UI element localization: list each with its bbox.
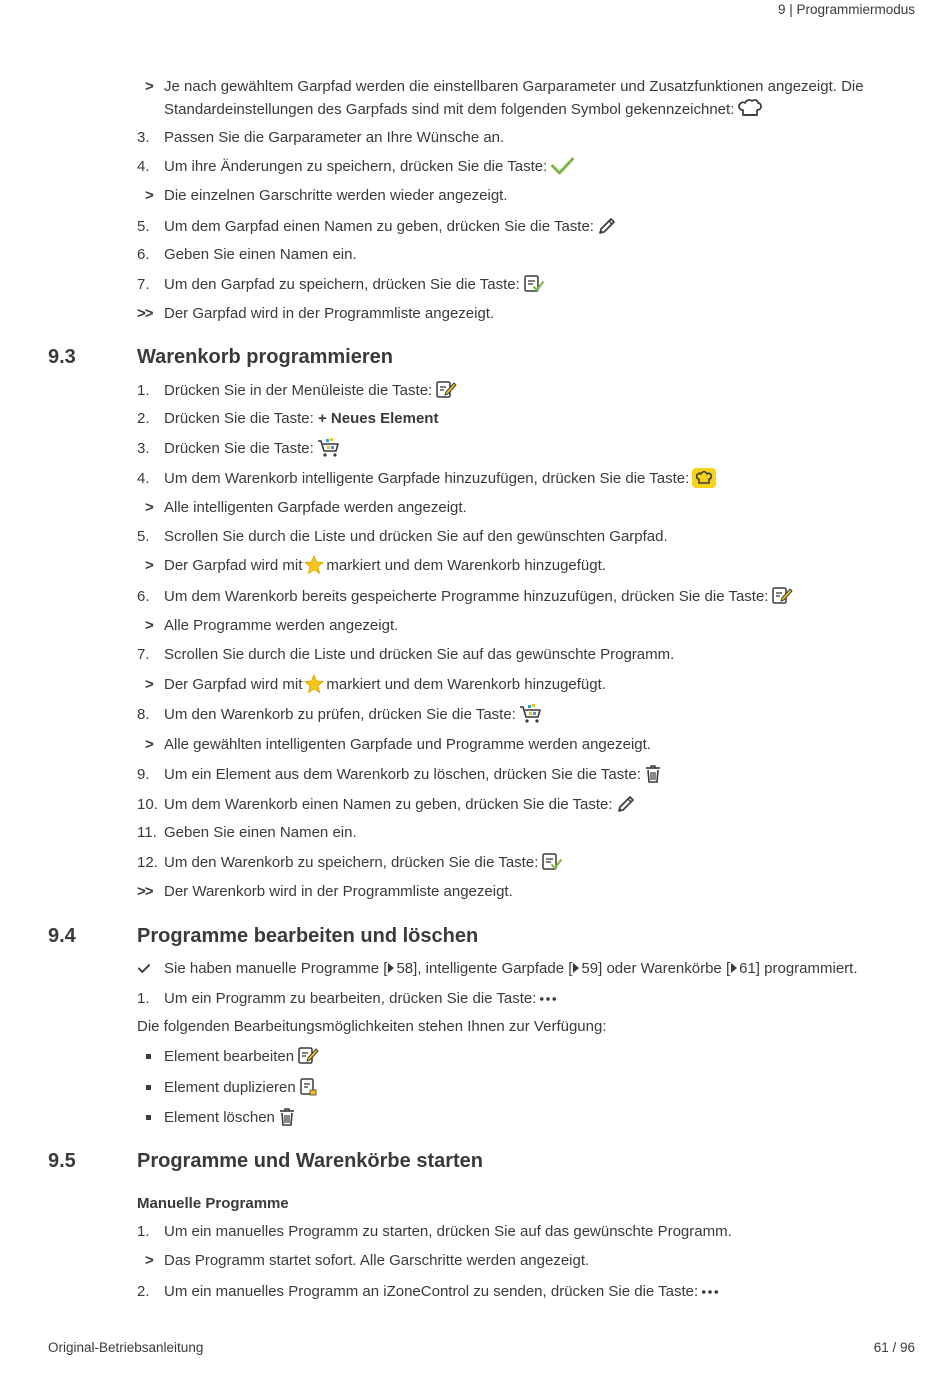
bullet-item: Element bearbeiten — [137, 1047, 319, 1067]
duplicate-icon — [299, 1077, 319, 1097]
step-3: 3. Passen Sie die Garparameter an Ihre Wünsche an. — [137, 129, 505, 146]
page-ref-link[interactable]: 61] programmiert. — [739, 960, 858, 977]
star-icon — [304, 674, 324, 694]
trash-icon — [644, 764, 662, 784]
star-icon — [304, 555, 324, 575]
more-dots-icon — [701, 1288, 719, 1296]
check-icon — [550, 156, 575, 176]
result-line: > Das Programm startet sofort. Alle Garschritte werden angezeigt. — [145, 1252, 590, 1269]
final-result: >> Der Warenkorb wird in der Programmliste angezeigt. — [137, 883, 513, 900]
footer-page-number: 61 / 96 — [873, 1340, 915, 1355]
step-11: 11. Geben Sie einen Namen ein. — [137, 824, 357, 841]
step-10: 10. Um dem Warenkorb einen Namen zu geben, drücken Sie die Taste: — [137, 795, 636, 815]
step-2: 2. Drücken Sie die Taste: + Neues Element — [137, 410, 439, 427]
step-6: 6. Um dem Warenkorb bereits gespeicherte Programme hinzuzufügen, drücken Sie die Taste: — [137, 587, 793, 607]
result-line: > Die einzelnen Garschritte werden wieder angezeigt. — [145, 187, 508, 204]
section-title: Programme bearbeiten und löschen — [137, 925, 479, 947]
smart-path-badge-icon — [692, 468, 716, 488]
section-number: 9.4 — [48, 925, 76, 947]
step-8: 8. Um den Warenkorb zu prüfen, drücken Sie die Taste: — [137, 705, 543, 725]
result-line: > Der Garpfad wird mit markiert und dem Warenkorb hinzugefügt. — [137, 675, 606, 695]
step-1: 1. Drücken Sie in der Menüleiste die Taste: — [137, 381, 457, 401]
result-line: > Alle Programme werden angezeigt. — [145, 617, 399, 634]
prerequisite-line: Sie haben manuelle Programme [ 58], intelligente Garpfade [ 59] oder Warenkörbe [ 61] programmiert. — [137, 959, 858, 979]
pencil-icon — [616, 794, 636, 814]
result-line: > Je nach gewähltem Garpfad werden die einstellbaren Garparameter und Zusatzfunktionen angezeigt. Die — [145, 78, 864, 95]
page-ref-link[interactable]: 58], intelligente Garpfade [ — [396, 960, 573, 977]
footer-document-title: Original-Betriebsanleitung — [48, 1340, 204, 1355]
chef-hat-icon — [737, 99, 763, 119]
intro-text: Die folgenden Bearbeitungsmöglichkeiten stehen Ihnen zur Verfügung: — [137, 1018, 607, 1035]
step-12: 12. Um den Warenkorb zu speichern, drücken Sie die Taste: — [137, 853, 563, 873]
result-line-continued: Standardeinstellungen des Garpfads sind mit dem folgenden Symbol gekennzeichnet: — [137, 100, 763, 120]
bullet-item: Element löschen — [137, 1108, 296, 1128]
step-3: 3. Drücken Sie die Taste: — [137, 439, 341, 459]
section-title: Programme und Warenkörbe starten — [137, 1150, 484, 1172]
step-4: 4. Um ihre Änderungen zu speichern, drücken Sie die Taste: — [137, 157, 575, 177]
page-ref-link[interactable]: 59] oder Warenkörbe [ — [581, 960, 731, 977]
cart-icon — [519, 704, 543, 724]
pencil-icon — [597, 216, 617, 236]
step-1: 1. Um ein Programm zu bearbeiten, drücken Sie die Taste: — [137, 989, 557, 1009]
trash-icon — [278, 1107, 296, 1127]
result-line: > Der Garpfad wird mit markiert und dem Warenkorb hinzugefügt. — [137, 556, 606, 576]
section-number: 9.5 — [48, 1150, 76, 1172]
edit-list-icon — [771, 586, 793, 606]
save-list-icon — [523, 274, 545, 294]
step-9: 9. Um ein Element aus dem Warenkorb zu löschen, drücken Sie die Taste: — [137, 765, 662, 785]
more-dots-icon — [539, 995, 557, 1003]
page-header: 9 | Programmiermodus — [777, 2, 915, 17]
page-ref-arrow-icon — [573, 963, 579, 973]
edit-list-icon — [435, 380, 457, 400]
checkmark-icon — [138, 963, 150, 974]
step-5: 5. Um dem Garpfad einen Namen zu geben, drücken Sie die Taste: — [137, 217, 617, 237]
save-list-icon — [541, 852, 563, 872]
step-2: 2. Um ein manuelles Programm an iZoneControl zu senden, drücken Sie die Taste: — [137, 1282, 719, 1302]
page-ref-arrow-icon — [731, 963, 737, 973]
step-6: 6. Geben Sie einen Namen ein. — [137, 246, 357, 263]
step-5: 5. Scrollen Sie durch die Liste und drücken Sie auf den gewünschten Garpfad. — [137, 528, 668, 545]
step-4: 4. Um dem Warenkorb intelligente Garpfade hinzuzufügen, drücken Sie die Taste: — [137, 469, 716, 489]
result-line: > Alle gewählten intelligenten Garpfade und Programme werden angezeigt. — [145, 736, 651, 753]
subheading: Manuelle Programme — [137, 1195, 289, 1212]
final-result: >> Der Garpfad wird in der Programmliste angezeigt. — [137, 305, 495, 322]
bullet-item: Element duplizieren — [137, 1078, 319, 1098]
step-7: 7. Scrollen Sie durch die Liste und drücken Sie auf das gewünschte Programm. — [137, 646, 675, 663]
result-line: > Alle intelligenten Garpfade werden angezeigt. — [145, 499, 467, 516]
section-title: Warenkorb programmieren — [137, 346, 393, 368]
step-1: 1. Um ein manuelles Programm zu starten, drücken Sie auf das gewünschte Programm. — [137, 1223, 732, 1240]
section-number: 9.3 — [48, 346, 76, 368]
edit-list-icon — [297, 1046, 319, 1066]
page-ref-arrow-icon — [388, 963, 394, 973]
cart-icon — [317, 438, 341, 458]
step-7: 7. Um den Garpfad zu speichern, drücken Sie die Taste: — [137, 275, 545, 295]
